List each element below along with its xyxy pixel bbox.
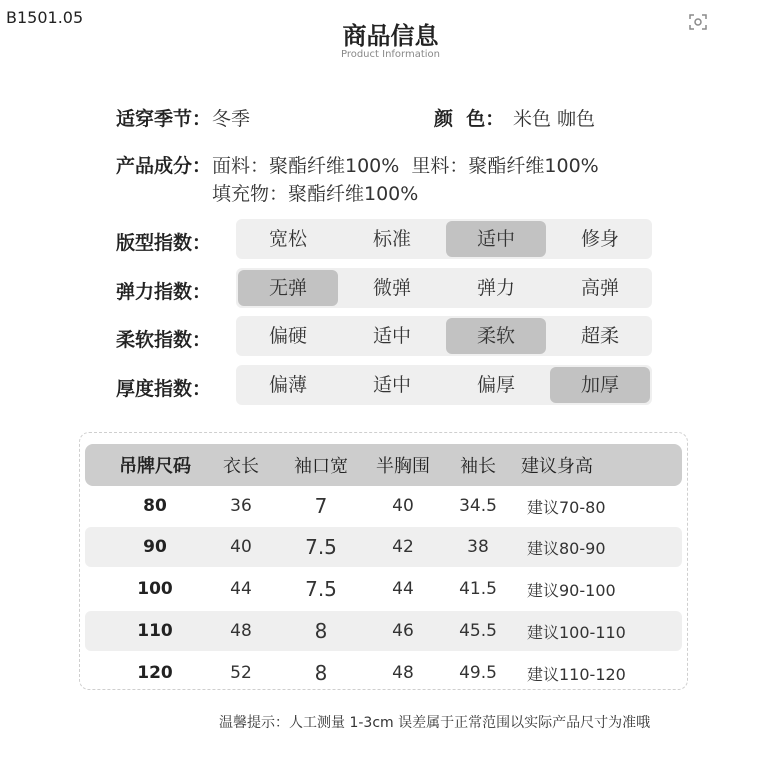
- header-chest: 半胸围: [376, 456, 430, 477]
- table-cell: 90: [143, 537, 167, 557]
- size-table-header: [85, 444, 682, 486]
- scale-option: 适中: [372, 325, 411, 347]
- table-cell: 40: [392, 496, 414, 516]
- table-cell: 38: [467, 537, 489, 557]
- table-cell: 42: [392, 537, 414, 557]
- season-value: 冬季: [212, 108, 251, 130]
- table-cell: 8: [314, 661, 328, 685]
- scale-option: 修身: [580, 228, 619, 250]
- scale-option: 宽松: [268, 228, 307, 250]
- scale-option-selected: 加厚: [550, 367, 650, 403]
- scale-option: 适中: [372, 374, 411, 396]
- scale-option: 偏厚: [476, 374, 515, 396]
- table-cell: 建议70-80: [527, 497, 606, 517]
- table-cell: 80: [143, 496, 167, 516]
- scale-label: 弹力指数：: [116, 281, 212, 303]
- scale-option: 微弹: [372, 277, 411, 299]
- header-size: 吊牌尺码: [119, 456, 191, 477]
- table-cell: 建议100-110: [527, 622, 626, 642]
- table-cell: 120: [137, 663, 173, 683]
- scale-option-selected: 柔软: [446, 318, 546, 354]
- scale-option: 弹力: [476, 277, 515, 299]
- table-cell: 建议90-100: [527, 580, 616, 600]
- scale-label: 厚度指数：: [116, 378, 212, 400]
- table-cell: 48: [392, 663, 414, 683]
- scale-track: [236, 316, 652, 356]
- table-row: [85, 486, 682, 526]
- table-cell: 46: [392, 621, 414, 641]
- material-line-1: 面料：聚酯纤维100% 里料：聚酯纤维100%: [212, 155, 599, 177]
- table-cell: 44: [392, 579, 414, 599]
- scale-track: [236, 365, 652, 405]
- table-cell: 建议80-90: [527, 538, 606, 558]
- product-code: B1501.05: [6, 8, 84, 27]
- table-cell: 40: [230, 537, 252, 557]
- scale-option: 超柔: [580, 325, 619, 347]
- table-cell: 41.5: [459, 579, 497, 599]
- scale-track: [236, 268, 652, 308]
- scale-option-selected: 适中: [446, 221, 546, 257]
- table-cell: 7: [314, 494, 328, 518]
- table-row: [85, 653, 682, 693]
- page-title: 商品信息: [342, 22, 439, 50]
- table-cell: 8: [314, 619, 328, 643]
- scale-label: 柔软指数：: [116, 329, 212, 351]
- measurement-note: 温馨提示：人工测量 1-3cm 误差属于正常范围以实际产品尺寸为准哦: [219, 715, 651, 731]
- scale-label: 版型指数：: [116, 232, 212, 254]
- table-row: [85, 569, 682, 609]
- header-cuff: 袖口宽: [294, 456, 348, 477]
- season-label: 适穿季节：: [116, 108, 212, 130]
- table-cell: 45.5: [459, 621, 497, 641]
- material-line-2: 填充物：聚酯纤维100%: [212, 183, 419, 205]
- table-row: [85, 611, 682, 651]
- table-cell: 48: [230, 621, 252, 641]
- table-cell: 7.5: [305, 577, 337, 601]
- table-cell: 建议110-120: [527, 664, 626, 684]
- color-value: 米色 咖色: [513, 108, 596, 130]
- scale-option: 偏硬: [268, 325, 307, 347]
- scale-option: 偏薄: [268, 374, 307, 396]
- header-height: 建议身高: [521, 456, 593, 477]
- table-cell: 49.5: [459, 663, 497, 683]
- table-cell: 110: [137, 621, 173, 641]
- table-row: [85, 527, 682, 567]
- material-label: 产品成分：: [116, 155, 212, 177]
- page-subtitle: Product Information: [340, 49, 441, 60]
- scale-track: [236, 219, 652, 259]
- scale-option-selected: 无弹: [238, 270, 338, 306]
- table-cell: 52: [230, 663, 252, 683]
- color-label: 颜 色：: [434, 108, 505, 130]
- scale-option: 标准: [372, 228, 411, 250]
- header-sleeve: 袖长: [460, 456, 496, 477]
- table-cell: 7.5: [305, 535, 337, 559]
- header-length: 衣长: [223, 456, 259, 477]
- table-cell: 34.5: [459, 496, 497, 516]
- table-cell: 100: [137, 579, 173, 599]
- table-cell: 44: [230, 579, 252, 599]
- scale-option: 高弹: [580, 277, 619, 299]
- table-cell: 36: [230, 496, 252, 516]
